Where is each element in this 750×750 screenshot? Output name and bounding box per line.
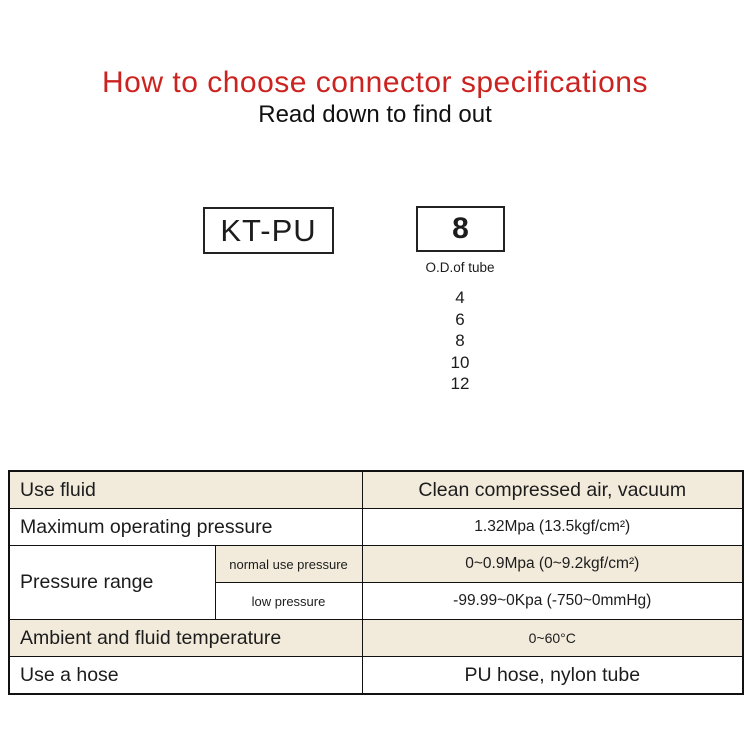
table-row bbox=[9, 509, 743, 546]
table-row bbox=[9, 471, 743, 509]
row-label-ambient-temperature: Ambient and fluid temperature bbox=[9, 620, 362, 657]
series-code-text: KT-PU bbox=[220, 212, 317, 248]
size-option: 8 bbox=[455, 331, 465, 350]
size-code-box bbox=[416, 206, 505, 252]
spec-table bbox=[8, 470, 744, 695]
row-value-ambient-temperature: 0~60°C bbox=[362, 620, 743, 657]
row-value-normal-use-pressure: 0~0.9Mpa (0~9.2kgf/cm²) bbox=[362, 546, 743, 583]
row-label-pressure-range: Pressure range bbox=[9, 546, 215, 620]
size-option: 6 bbox=[455, 309, 465, 329]
size-code-caption: O.D.of tube bbox=[425, 260, 495, 275]
row-sublabel-normal-use-pressure: normal use pressure bbox=[215, 546, 362, 583]
row-value-max-pressure: 1.32Mpa (13.5kgf/cm²) bbox=[362, 509, 743, 546]
table-row bbox=[9, 657, 743, 695]
row-label-use-fluid: Use fluid bbox=[9, 471, 362, 509]
page-subtitle: Read down to find out bbox=[258, 101, 492, 128]
row-value-use-fluid: Clean compressed air, vacuum bbox=[362, 471, 743, 509]
table-row bbox=[9, 546, 743, 583]
page-title: How to choose connector specifications bbox=[102, 66, 648, 100]
row-value-low-pressure: -99.99~0Kpa (-750~0mmHg) bbox=[362, 583, 743, 620]
row-label-use-a-hose: Use a hose bbox=[9, 657, 362, 695]
size-code-text: 8 bbox=[452, 212, 469, 245]
size-option: 12 bbox=[450, 374, 470, 393]
series-code-box bbox=[203, 207, 334, 254]
row-sublabel-low-pressure: low pressure bbox=[215, 583, 362, 620]
size-options-list bbox=[390, 287, 530, 395]
size-option: 10 bbox=[450, 352, 470, 372]
table-row bbox=[9, 620, 743, 657]
size-option: 4 bbox=[455, 288, 465, 307]
row-value-use-a-hose: PU hose, nylon tube bbox=[362, 657, 743, 695]
row-label-max-pressure: Maximum operating pressure bbox=[9, 509, 362, 546]
